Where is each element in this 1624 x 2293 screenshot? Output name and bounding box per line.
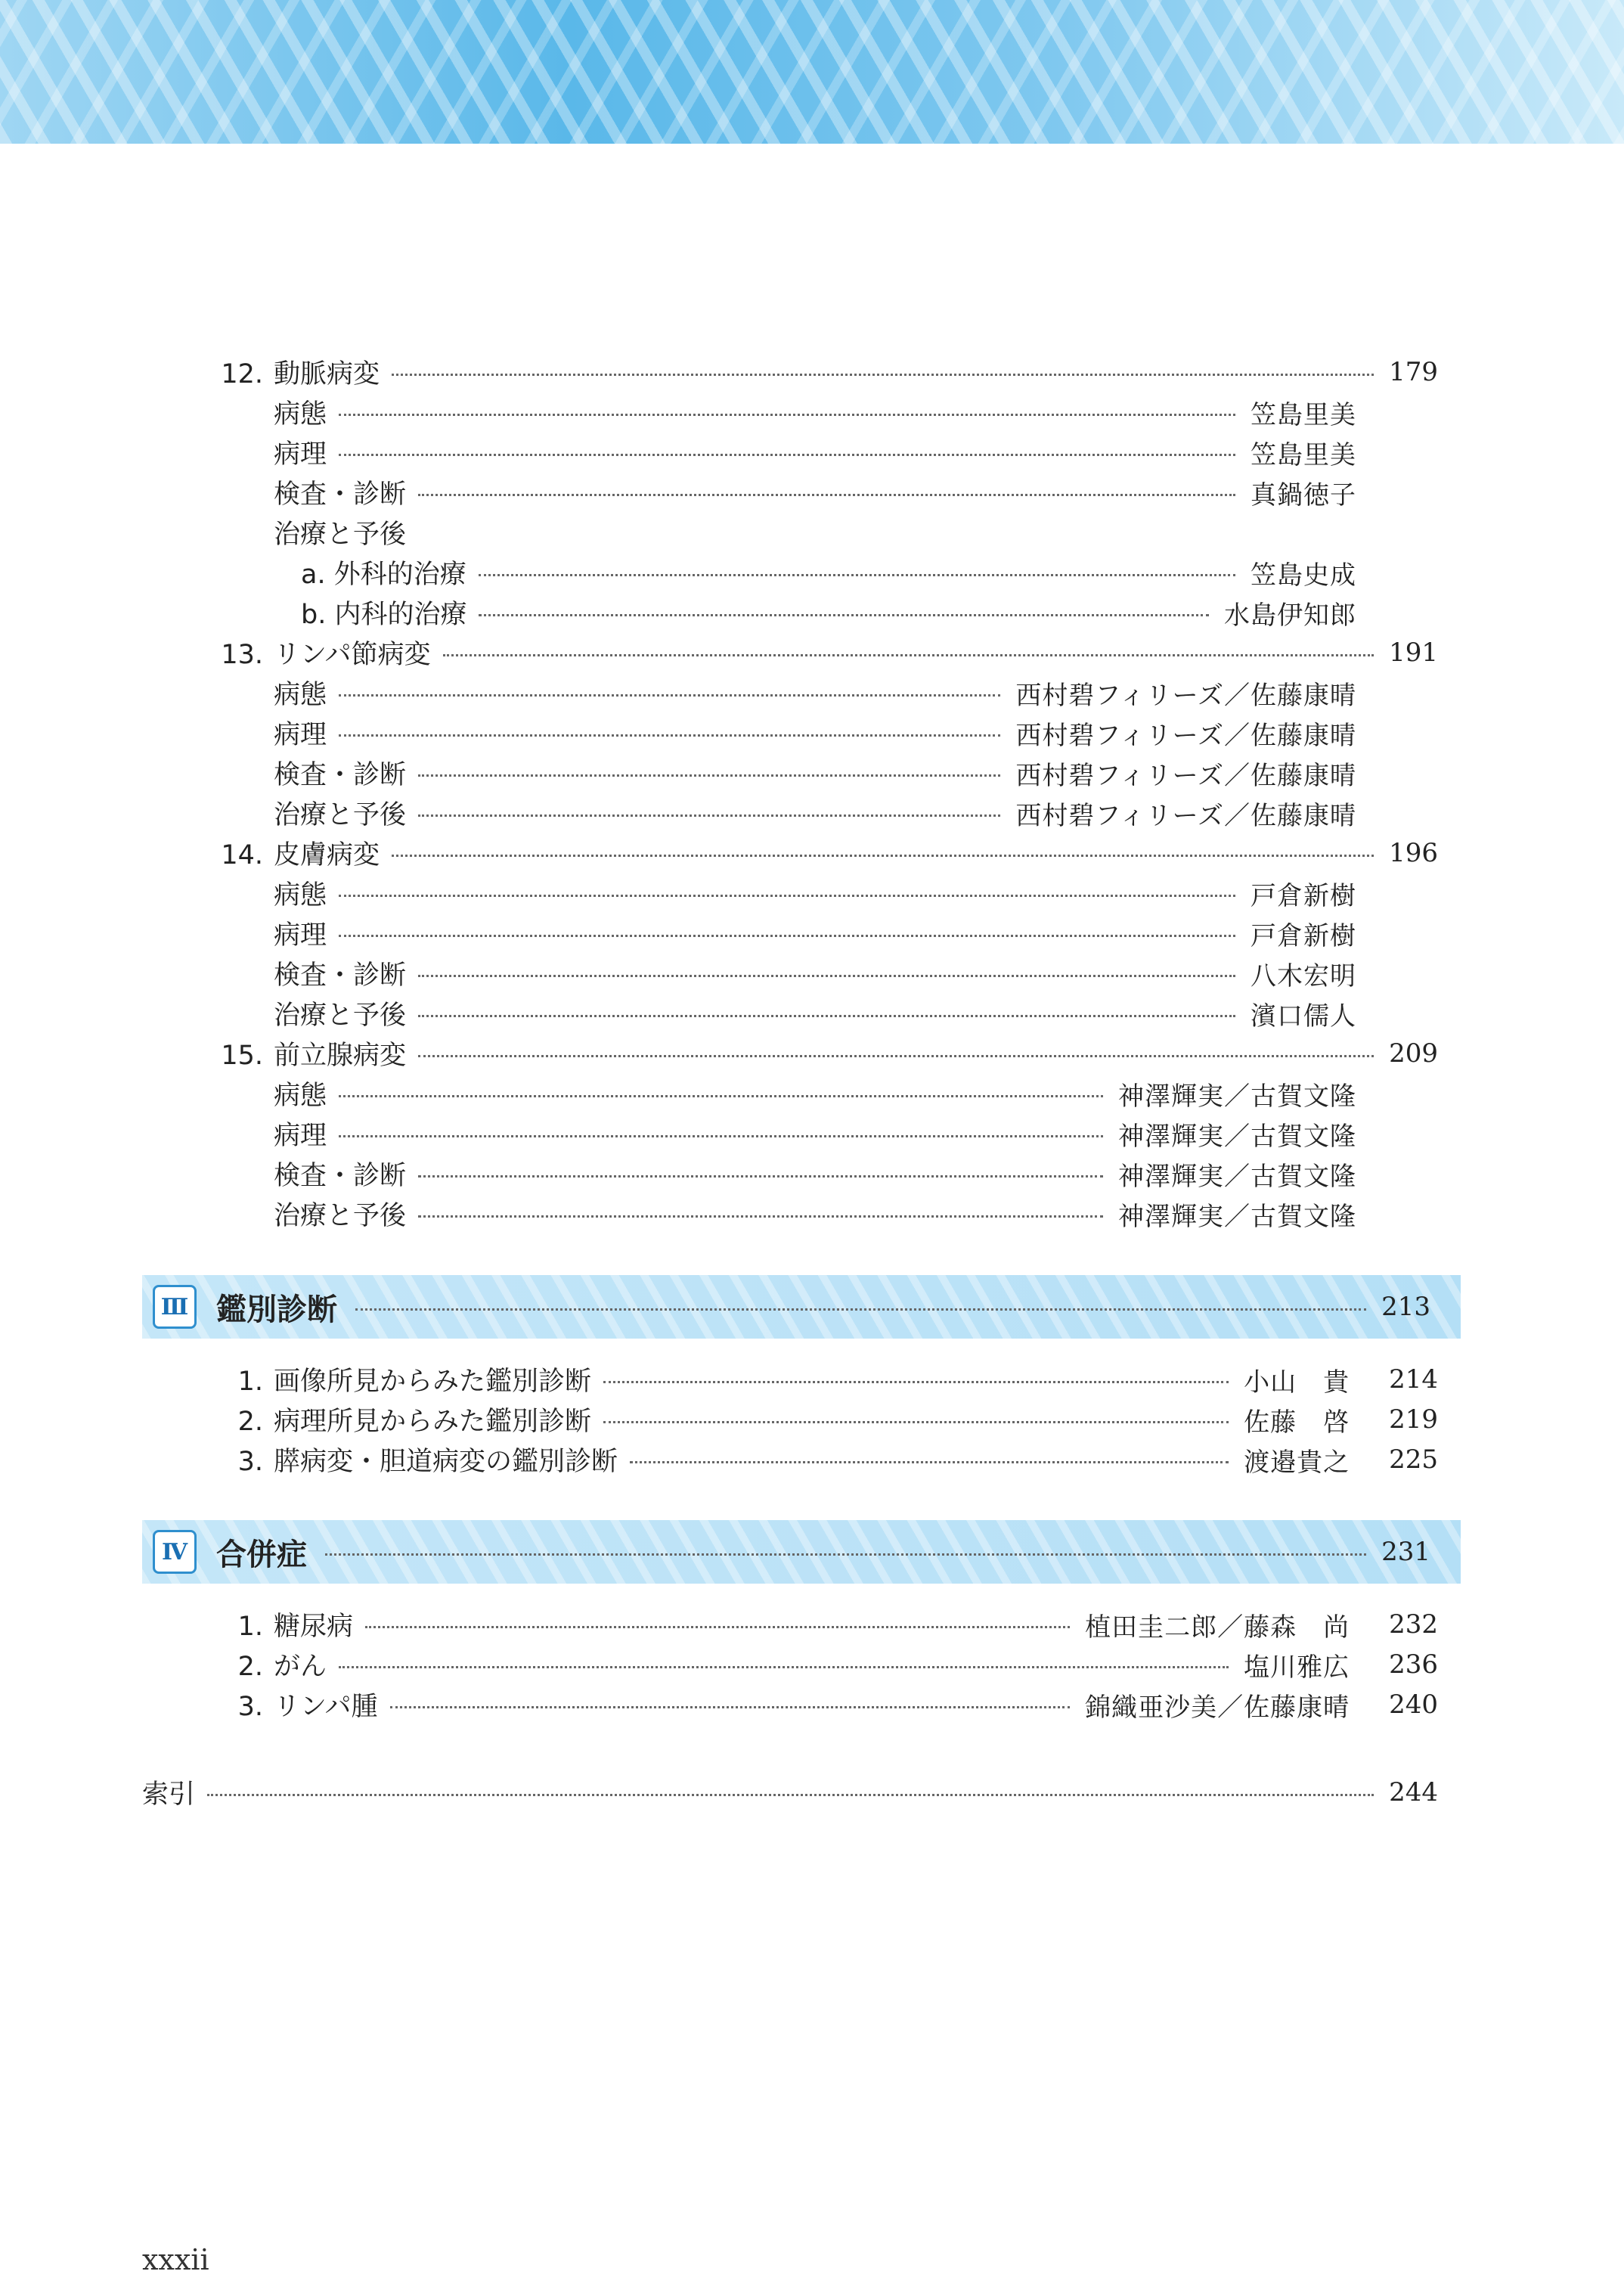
section-header-3[interactable] — [142, 1275, 1461, 1339]
toc-entry-author: 水島伊知郎 — [1224, 600, 1356, 631]
toc-entry-author: 西村碧フィリーズ／佐藤康晴 — [1015, 760, 1356, 791]
toc-entry-title: 治療と予後 — [274, 1201, 407, 1231]
dot-leader — [339, 454, 1235, 456]
toc-index[interactable] — [142, 1773, 1438, 1812]
section-page: 213 — [1381, 1292, 1430, 1322]
toc-entry-author: 西村碧フィリーズ／佐藤康晴 — [1015, 800, 1356, 831]
toc-entry-title: 病理 — [274, 720, 327, 750]
toc-entry-title: 病態 — [274, 399, 327, 430]
toc-chapter[interactable] — [204, 352, 1438, 392]
toc-entry-page: 191 — [1389, 638, 1438, 668]
dot-leader — [339, 1095, 1103, 1097]
toc-subentry[interactable] — [274, 1154, 1356, 1193]
toc-entry-author: 西村碧フィリーズ／佐藤康晴 — [1015, 680, 1356, 711]
dot-leader — [418, 975, 1235, 977]
toc-entry-title: 治療と予後 — [274, 520, 407, 550]
toc-entry-title: 2. 病理所見からみた鑑別診断 — [204, 1401, 591, 1438]
header-banner — [0, 0, 1624, 144]
toc-entry-page: 214 — [1389, 1364, 1438, 1395]
section-numeral-badge: Ⅲ — [153, 1285, 197, 1329]
toc-entry-author: 神澤輝実／古賀文隆 — [1118, 1161, 1356, 1192]
toc-entry-number: 3. — [237, 1692, 263, 1722]
toc-entry-number: 15. — [221, 1041, 263, 1071]
toc-subentry[interactable] — [274, 873, 1356, 913]
toc-entry-title: 索引 — [142, 1779, 196, 1810]
toc-entry-page: 225 — [1389, 1444, 1438, 1475]
toc-chapter[interactable] — [204, 833, 1438, 873]
toc-subentry[interactable] — [301, 553, 1356, 592]
toc-entry-number: 1. — [237, 1612, 263, 1642]
dot-leader — [355, 1308, 1366, 1311]
dot-leader — [207, 1794, 1374, 1796]
toc-chapter[interactable] — [204, 1360, 1438, 1399]
toc-entry-title: 病理 — [274, 1121, 327, 1151]
dot-leader — [390, 1706, 1071, 1708]
toc-entry-title: 3. 膵病変・胆道病変の鑑別診断 — [204, 1441, 618, 1479]
toc-entry-number: 12. — [221, 359, 263, 389]
section-numeral-badge: Ⅳ — [153, 1530, 197, 1574]
toc-entry-number: 1. — [237, 1367, 263, 1397]
toc-entry-author: 小山 貴 — [1244, 1367, 1350, 1398]
section-page: 231 — [1381, 1537, 1430, 1567]
dot-leader — [418, 1175, 1103, 1178]
toc-entry-title: 病理 — [274, 920, 327, 951]
page-number: xxxii — [142, 2243, 209, 2276]
toc-entry-author: 渡邉貴之 — [1244, 1447, 1350, 1478]
toc-entry-author: 真鍋徳子 — [1251, 479, 1356, 510]
toc-subentry[interactable] — [274, 433, 1356, 472]
toc-entry-page: 244 — [1389, 1777, 1438, 1807]
dot-leader — [418, 1015, 1235, 1017]
toc-entry-author: 神澤輝実／古賀文隆 — [1118, 1121, 1356, 1152]
dot-leader — [339, 1135, 1103, 1137]
toc-entry-page: 209 — [1389, 1038, 1438, 1069]
toc-entry-author: 戸倉新樹 — [1251, 880, 1356, 911]
dot-leader — [392, 855, 1374, 857]
toc-chapter[interactable] — [204, 1605, 1438, 1644]
toc-chapter[interactable] — [204, 1034, 1438, 1073]
toc-entry-title: 15. 前立腺病変 — [204, 1035, 406, 1072]
dot-leader — [418, 494, 1235, 496]
toc-entry-author: 佐藤 啓 — [1244, 1407, 1350, 1438]
toc-subentry[interactable] — [274, 1194, 1356, 1233]
toc-subentry[interactable] — [274, 1074, 1356, 1113]
toc-entry-title: 病理 — [274, 439, 327, 470]
toc-entry-page: 240 — [1389, 1689, 1438, 1720]
toc-entry-title: 検査・診断 — [274, 760, 407, 790]
toc-entry-author: 八木宏明 — [1251, 960, 1356, 991]
toc-entry-title: 12. 動脈病変 — [204, 353, 380, 391]
toc-entry-number: 3. — [237, 1447, 263, 1477]
dot-leader — [339, 694, 1000, 697]
toc-entry-author: 笠島史成 — [1251, 560, 1356, 591]
toc-entry-page: 179 — [1389, 357, 1438, 387]
toc-entry-author: 笠島里美 — [1251, 399, 1356, 430]
toc-entry-author: 西村碧フィリーズ／佐藤康晴 — [1015, 720, 1356, 751]
toc-entry-author: 塩川雅広 — [1244, 1652, 1350, 1683]
toc-subentry[interactable] — [274, 473, 1356, 512]
dot-leader — [479, 574, 1235, 576]
toc-entry-title: 治療と予後 — [274, 1001, 407, 1031]
toc-subentry[interactable] — [301, 593, 1356, 632]
toc-entry-number: 2. — [237, 1407, 263, 1437]
toc-chapter[interactable] — [204, 1645, 1438, 1684]
dot-leader — [479, 614, 1209, 616]
toc-subentry[interactable] — [274, 753, 1356, 793]
dot-leader — [630, 1461, 1229, 1463]
dot-leader — [443, 654, 1375, 656]
toc-entry-page: 196 — [1389, 838, 1438, 868]
toc-subentry[interactable] — [274, 513, 1356, 552]
toc-subentry[interactable] — [274, 994, 1356, 1033]
toc-entry-number: 2. — [237, 1652, 263, 1682]
toc-entry-title: 1. 画像所見からみた鑑別診断 — [204, 1361, 591, 1398]
toc-subentry[interactable] — [274, 793, 1356, 833]
dot-leader — [603, 1421, 1229, 1423]
dot-leader — [418, 814, 1000, 817]
toc-subentry[interactable] — [274, 393, 1356, 432]
toc-entry-title: 2. がん — [204, 1646, 327, 1683]
dot-leader — [418, 1055, 1374, 1057]
toc-entry-title: 病態 — [274, 680, 327, 710]
toc-entry-page: 236 — [1389, 1649, 1438, 1680]
toc-entry-title: 検査・診断 — [274, 960, 407, 991]
section-title: 合併症 — [216, 1537, 307, 1572]
toc-entry-title: 検査・診断 — [274, 479, 407, 510]
toc-entry-title: 検査・診断 — [274, 1161, 407, 1191]
toc-chapter[interactable] — [204, 1440, 1438, 1479]
toc-entry-number: 13. — [221, 640, 263, 670]
dot-leader — [339, 414, 1235, 416]
toc-entry-author: 錦織亜沙美／佐藤康晴 — [1085, 1692, 1350, 1723]
toc-subentry[interactable] — [274, 1114, 1356, 1153]
dot-leader — [603, 1381, 1229, 1383]
dot-leader — [339, 895, 1235, 897]
toc-entry-title: b. 内科的治療 — [301, 600, 467, 630]
dot-leader — [365, 1626, 1070, 1628]
dot-leader — [325, 1553, 1366, 1556]
toc-subentry[interactable] — [274, 914, 1356, 953]
toc-chapter[interactable] — [204, 1685, 1438, 1724]
dot-leader — [339, 1666, 1229, 1668]
dot-leader — [339, 935, 1235, 937]
toc-entry-page: 219 — [1389, 1404, 1438, 1435]
toc-entry-title: a. 外科的治療 — [301, 560, 466, 590]
toc-entry-author: 濱口儒人 — [1251, 1001, 1356, 1032]
toc-entry-title: 14. 皮膚病変 — [204, 834, 380, 872]
dot-leader — [339, 734, 1000, 737]
toc-entry-page: 232 — [1389, 1609, 1438, 1640]
dot-leader — [392, 374, 1374, 376]
section-header-4[interactable] — [142, 1520, 1461, 1584]
toc-entry-title: 3. リンパ腫 — [204, 1686, 378, 1724]
toc-chapter[interactable] — [204, 1400, 1438, 1439]
dot-leader — [418, 1215, 1103, 1218]
toc-entry-author: 神澤輝実／古賀文隆 — [1118, 1081, 1356, 1112]
toc-entry-number: 14. — [221, 840, 263, 870]
toc-entry-title: 病態 — [274, 1081, 327, 1111]
dot-leader — [418, 774, 1000, 777]
toc-subentry[interactable] — [274, 713, 1356, 752]
toc-entry-title: 13. リンパ節病変 — [204, 634, 431, 672]
toc-entry-title: 病態 — [274, 880, 327, 911]
toc-subentry[interactable] — [274, 673, 1356, 712]
toc-entry-author: 笠島里美 — [1251, 439, 1356, 470]
section-title: 鑑別診断 — [216, 1292, 337, 1327]
toc-entry-author: 戸倉新樹 — [1251, 920, 1356, 951]
toc-entry-author: 植田圭二郎／藤森 尚 — [1085, 1612, 1350, 1643]
toc-entry-title: 治療と予後 — [274, 800, 407, 830]
toc-entry-author: 神澤輝実／古賀文隆 — [1118, 1201, 1356, 1232]
toc-chapter[interactable] — [204, 633, 1438, 672]
toc-entry-title: 1. 糖尿病 — [204, 1606, 353, 1643]
toc-subentry[interactable] — [274, 954, 1356, 993]
